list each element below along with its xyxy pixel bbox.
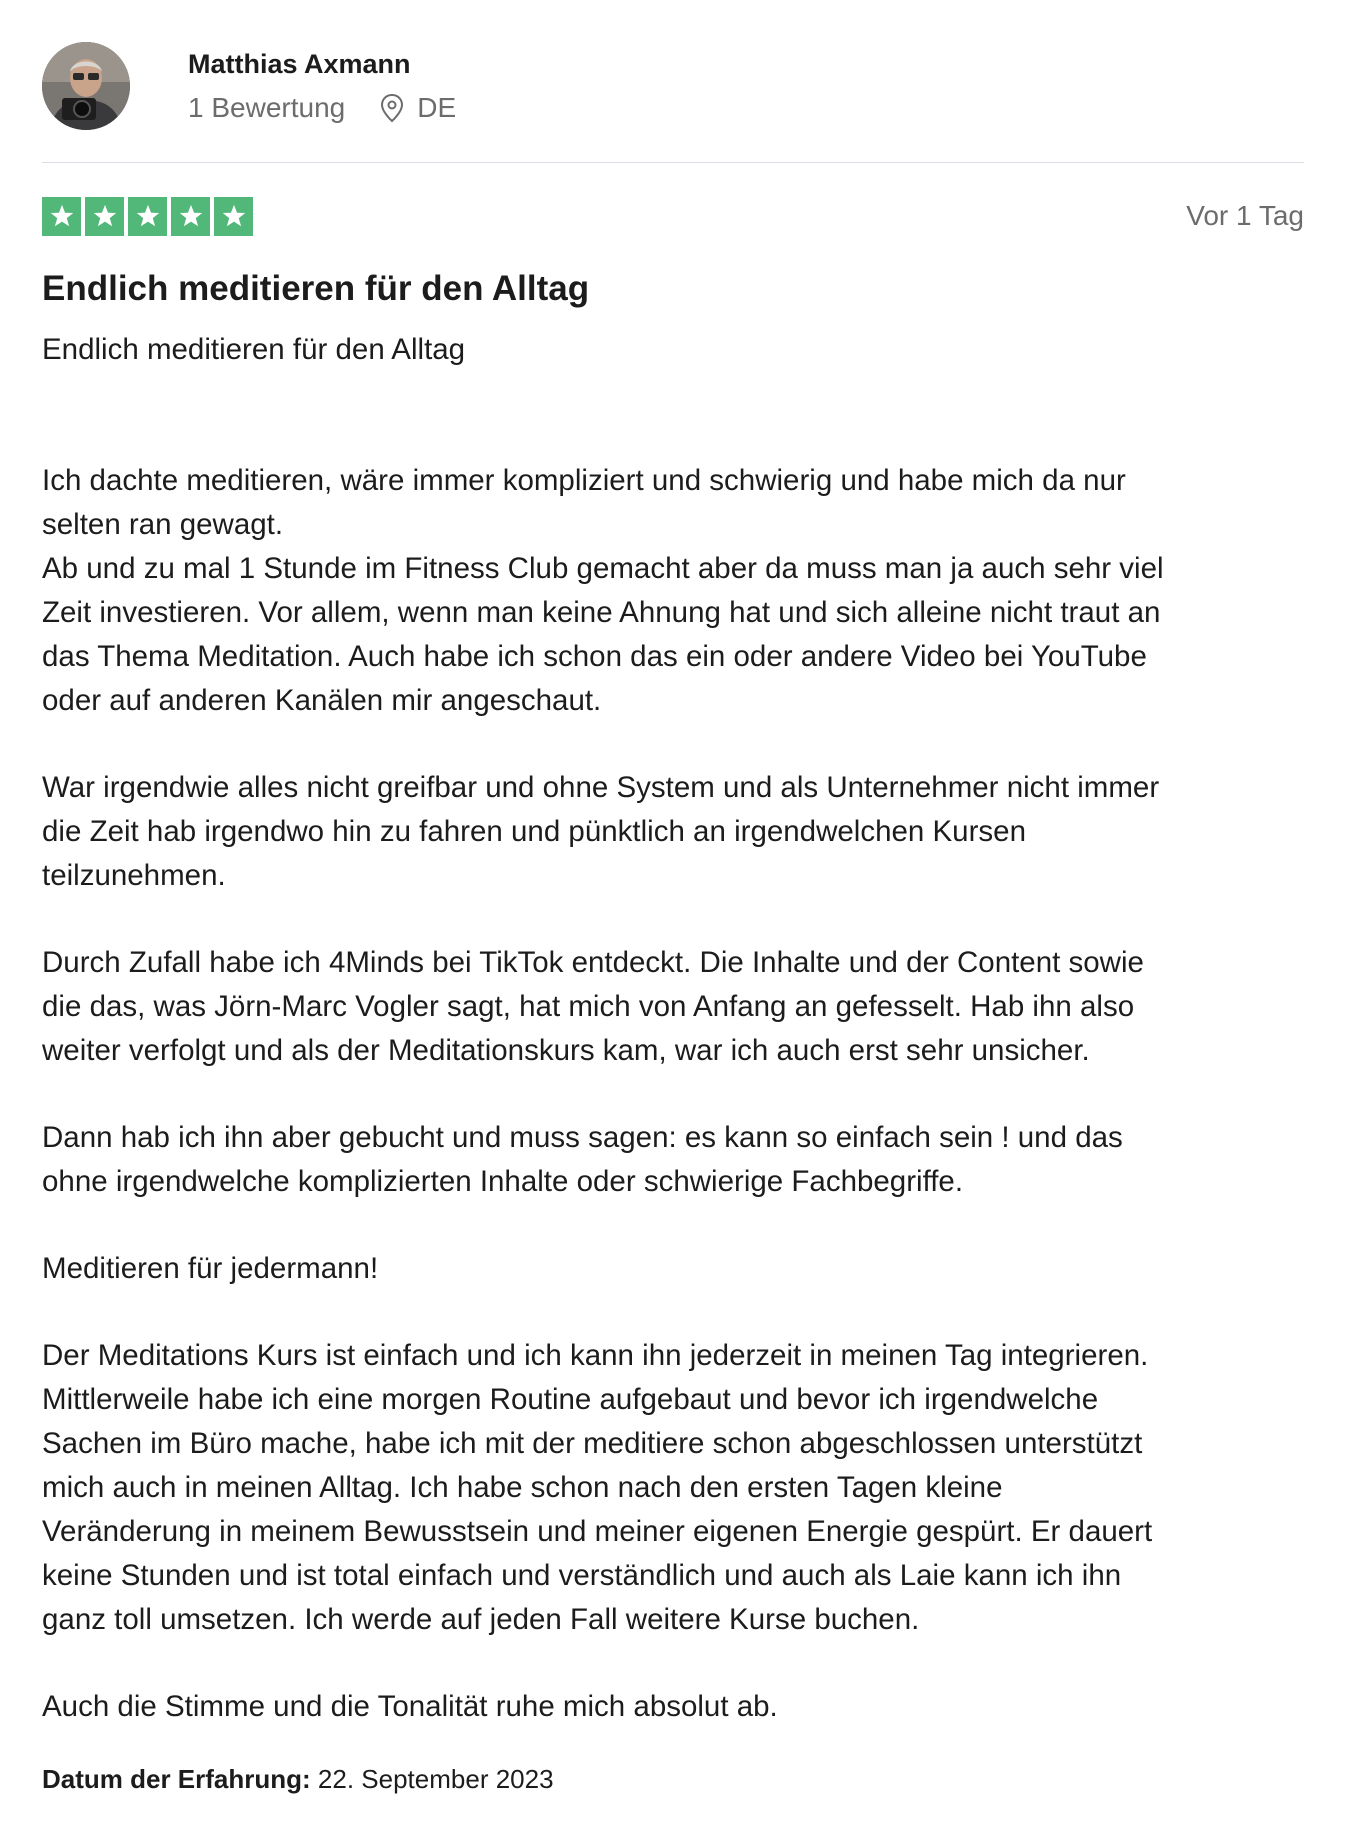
reviewer-location — [379, 91, 456, 125]
reviewer-name[interactable]: Matthias Axmann — [188, 49, 411, 79]
star-icon — [171, 197, 210, 236]
experience-date-label: Datum der Erfahrung: — [42, 1764, 311, 1794]
star-icon — [85, 197, 124, 236]
experience-date-value: 22. September 2023 — [317, 1764, 554, 1794]
review-paragraph: Endlich meditieren für den Alltag — [42, 333, 466, 366]
star-icon — [128, 197, 167, 236]
review-count: 1 Bewertung — [188, 92, 346, 123]
review-paragraph: Durch Zufall habe ich 4Minds bei TikTok entdeckt. Die Inhalte und der Content sowie die das, was Jörn-Marc Vogler sagt, hat mich von Anfang an gefesselt. Hab ihn also weiter verfolgt und als der Meditationskurs kam, war ich auch erst sehr unsicher. — [42, 946, 1144, 1067]
rating-row — [42, 196, 1304, 236]
review-paragraph: Ich dachte meditieren, wäre immer kompliziert und schwierig und habe mich da nur selten ran gewagt. Ab und zu mal 1 Stunde im Fitness Club gemacht aber da muss man ja auch sehr viel Zeit investieren. Vor allem, wenn man keine Ahnung hat und sich alleine nicht traut an das Thema Meditation. Auch habe ich schon das ein oder andere Video bei YouTube oder auf anderen Kanälen mir angeschaut. — [42, 464, 1164, 717]
country-code: DE — [417, 92, 457, 123]
review-paragraph: Dann hab ich ihn aber gebucht und muss sagen: es kann so einfach sein ! und das ohne irgendwelche komplizierten Inhalte oder schwierige Fachbegriffe. — [42, 1121, 1123, 1198]
header-divider — [42, 162, 1304, 163]
review-date: Vor 1 Tag — [1186, 200, 1304, 231]
review-paragraph: Auch die Stimme und die Tonalität ruhe mich absolut ab. — [42, 1690, 778, 1723]
location-pin-icon — [379, 93, 405, 123]
reviewer-info — [188, 47, 456, 125]
review-paragraph: Der Meditations Kurs ist einfach und ich kann ihn jederzeit in meinen Tag integrieren. Mittlerweile habe ich eine morgen Routine aufgebaut und bevor ich irgendwelche Sachen im Büro mache, habe ich mit der meditiere schon abgeschlossen unterstützt mich auch in meinen Alltag. Ich habe schon nach den ersten Tagen kleine Veränderung in meinem Bewusstsein und meiner eigenen Energie gespürt. Er dauert keine Stunden und ist total einfach und verständlich und auch als Laie kann ich ihn ganz toll umsetzen. Ich werde auf jeden Fall weitere Kurse buchen. — [42, 1339, 1153, 1636]
review-title[interactable]: Endlich meditieren für den Alltag — [42, 269, 590, 308]
review-paragraph: War irgendwie alles nicht greifbar und ohne System und als Unternehmer nicht immer die Zeit hab irgendwo hin zu fahren und pünktlich an irgendwelchen Kursen teilzunehmen. — [42, 771, 1160, 892]
review-body — [42, 328, 1304, 1729]
star-icon — [214, 197, 253, 236]
star-icon — [42, 197, 81, 236]
avatar[interactable] — [42, 42, 130, 130]
experience-date — [42, 1764, 554, 1795]
review-paragraph: Meditieren für jedermann! — [42, 1252, 379, 1285]
reviewer-header — [42, 42, 456, 130]
star-rating — [42, 197, 253, 236]
reviewer-meta — [188, 91, 456, 125]
